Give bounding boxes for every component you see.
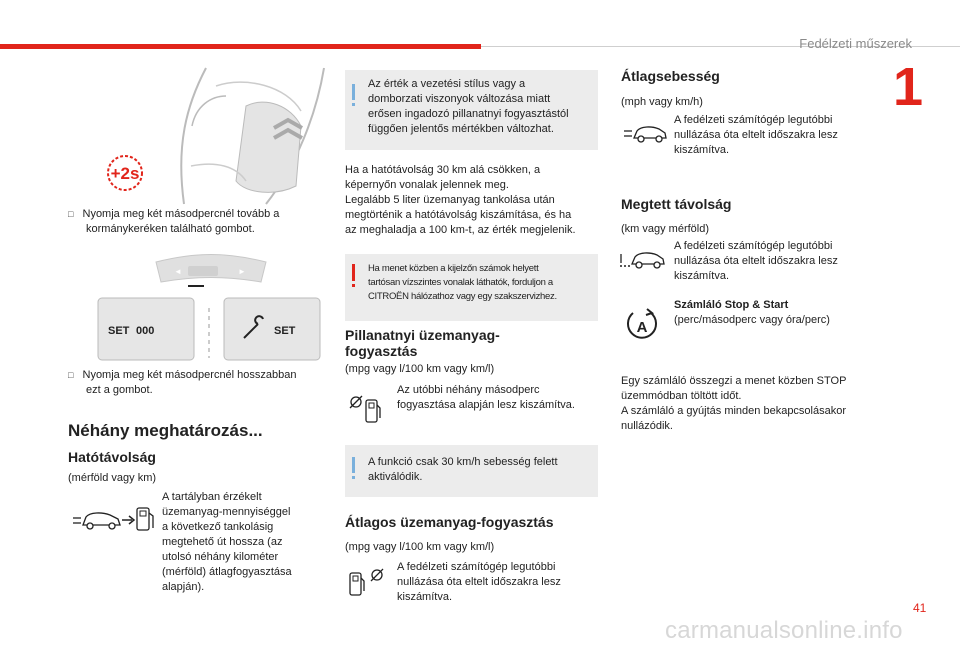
distance-car-icon (618, 248, 668, 270)
text-line: kiszámítva. (397, 591, 453, 603)
info-note-1 (345, 70, 598, 150)
bullet-box: □ (68, 370, 74, 380)
title-line: Pillanatnyi üzemanyag- (345, 327, 500, 343)
range-title: Hatótávolság (68, 449, 156, 465)
range-description (162, 490, 322, 595)
distance-unit: (km vagy mérföld) (621, 223, 710, 235)
text-line: Egy számláló összegzi a menet közben STOP (621, 375, 847, 387)
warning-mark-icon (352, 264, 355, 281)
average-speed-unit: (mph vagy km/h) (621, 96, 703, 108)
text-line: Ha a hatótávolság 30 km alá csökken, a (345, 164, 541, 176)
stop-start-title: Számláló Stop & Start (674, 299, 789, 311)
svg-text:◄: ◄ (174, 267, 182, 276)
text-line: nullázása óta eltelt időszakra lesz (397, 576, 561, 588)
stop-start-unit: (perc/másodperc vagy óra/perc) (674, 314, 830, 326)
range-unit: (mérföld vagy km) (68, 472, 157, 484)
text-line: a következő tankolásig (162, 521, 274, 533)
bullet-box: □ (68, 209, 74, 219)
range-low-paragraph (345, 163, 600, 238)
info-mark-icon (352, 84, 355, 100)
text-line: Az érték a vezetési stílus vagy a (368, 78, 526, 90)
warning-mark-dot (352, 284, 355, 287)
text-line: (mérföld) átlagfogyasztása (162, 566, 292, 578)
text-line: Legalább 5 liter üzemanyag tankolása után (345, 194, 555, 206)
text-line: megtörténik a hatótávolság kiszámítása, és ha (345, 209, 572, 221)
instant-consumption-unit: (mpg vagy l/100 km vagy km/l) (345, 363, 495, 375)
text-line: tartósan vízszintes vonalak láthatók, forduljon a (368, 277, 553, 288)
average-consumption-description (397, 560, 597, 605)
text-line: utolsó néhány kilométer (162, 551, 279, 563)
text-line: erősen ingadozó pillanatnyi fogyasztástól (368, 108, 569, 120)
text-line: függően jelentős mértékben változhat. (368, 123, 554, 135)
text-line: az meghaladja a 100 km-t, az érték megjelenik. (345, 224, 576, 236)
distance-description (674, 239, 874, 284)
text-line: fogyasztása alapján lesz kiszámítva. (397, 399, 575, 411)
average-speed-description (674, 113, 874, 158)
text-line: nullázása óta eltelt időszakra lesz (674, 129, 838, 141)
chapter-number: 1 (893, 57, 924, 117)
instruction-line: kormánykeréken található gombot. (86, 223, 255, 235)
text-line: A fedélzeti számítógép legutóbbi (397, 561, 556, 573)
instant-consumption-description (397, 383, 597, 413)
text-line: domborzati viszonyok változása miatt (368, 93, 551, 105)
watermark: carmanualsonline.info (665, 617, 903, 644)
badge-text: +2s (110, 164, 140, 183)
instruction-step-2 (68, 368, 338, 398)
stop-start-letter: A (636, 319, 648, 336)
dashboard-buttons-illustration (96, 254, 326, 364)
text-line: nullázása óta eltelt időszakra lesz (674, 255, 838, 267)
instruction-step-1 (68, 207, 338, 237)
text-line: A számláló a gyújtás minden bekapcsolásakor (621, 405, 847, 417)
info-note-2 (345, 445, 598, 497)
average-consumption-unit: (mpg vagy l/100 km vagy km/l) (345, 541, 495, 553)
text-line: kiszámítva. (674, 144, 730, 156)
instant-fuel-icon (346, 392, 386, 426)
average-consumption-title: Átlagos üzemanyag-fogyasztás (345, 514, 554, 530)
info-mark-dot (352, 103, 355, 106)
text-line: kiszámítva. (674, 270, 730, 282)
range-car-fuel-icon (72, 505, 158, 535)
instruction-line: Nyomja meg két másodpercnél tovább a (82, 208, 280, 220)
stop-start-paragraph (621, 374, 881, 434)
instruction-line: ezt a gombot. (86, 384, 153, 396)
stop-start-icon (624, 306, 660, 342)
text-line: aktiválódik. (368, 471, 423, 483)
text-line: alapján). (162, 581, 205, 593)
header-accent-bar (0, 44, 481, 49)
distance-title: Megtett távolság (621, 196, 732, 212)
text-line: Az utóbbi néhány másodperc (397, 384, 540, 396)
plus-two-seconds-badge (100, 153, 150, 193)
text-line: CITROËN hálózathoz vagy egy szakszervizhez. (368, 291, 557, 302)
average-fuel-icon (347, 565, 387, 599)
definitions-heading: Néhány meghatározás... (68, 421, 263, 440)
stop-start-counter (674, 298, 874, 328)
text-line: Ha menet közben a kijelzőn számok helyett (368, 263, 539, 274)
text-line: nullázódik. (621, 420, 673, 432)
panel-set-value: 000 (136, 325, 155, 337)
text-line: A tartályban érzékelt (162, 491, 262, 503)
text-line: A fedélzeti számítógép legutóbbi (674, 114, 833, 126)
text-line: A fedélzeti számítógép legutóbbi (674, 240, 833, 252)
info-mark-icon (352, 457, 355, 473)
text-line: képernyőn vonalak jelennek meg. (345, 179, 509, 191)
panel-set-label-left: SET (108, 325, 130, 337)
section-title: Fedélzeti műszerek (799, 36, 912, 51)
text-line: üzemmódban töltött időt. (621, 390, 742, 402)
panel-set-label-right: SET (274, 325, 296, 337)
instruction-line: Nyomja meg két másodpercnél hosszabban (82, 369, 297, 381)
warning-note (345, 254, 598, 321)
text-line: üzemanyag-mennyiséggel (162, 506, 291, 518)
page-number: 41 (913, 601, 927, 615)
instant-consumption-title (345, 327, 500, 359)
text-line: A funkció csak 30 km/h sebesség felett (368, 456, 558, 468)
average-speed-title: Átlagsebesség (621, 68, 720, 84)
title-line: fogyasztás (345, 343, 418, 359)
info-mark-dot (352, 476, 355, 479)
text-line: megtehető út hossza (az (162, 536, 283, 548)
average-speed-car-icon (622, 122, 668, 144)
svg-text:►: ► (238, 267, 246, 276)
